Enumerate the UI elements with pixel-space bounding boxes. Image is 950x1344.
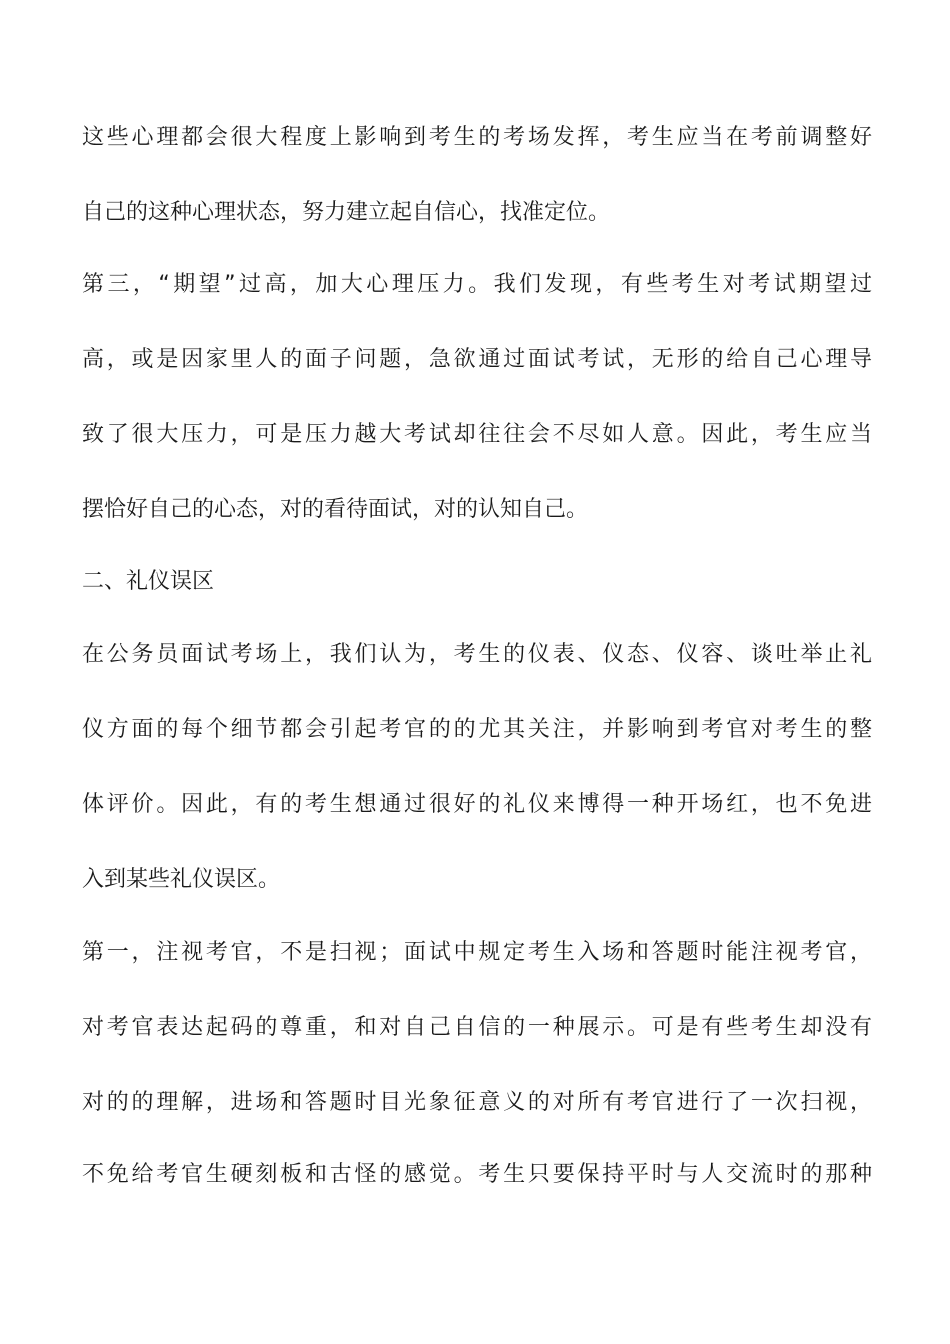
paragraph-line: 这些心理都会很大程度上影响到考生的考场发挥，考生应当在考前调整好 [82, 125, 872, 150]
paragraph-line: 高，或是因家里人的面子问题，急欲通过面试考试，无形的给自己心理导 [82, 347, 872, 372]
paragraph-line: 自己的这种心理状态，努力建立起自信心，找准定位。 [82, 200, 611, 225]
paragraph-line: 在公务员面试考场上，我们认为，考生的仪表、仪态、仪容、谈吐举止礼 [82, 642, 872, 667]
paragraph-line: 入到某些礼仪误区。 [82, 867, 281, 892]
paragraph-line: 对考官表达起码的尊重，和对自己自信的一种展示。可是有些考生却没有 [82, 1015, 872, 1040]
paragraph-line: 第一，注视考官，不是扫视；面试中规定考生入场和答题时能注视考官， [82, 940, 872, 965]
paragraph-line: 不免给考官生硬刻板和古怪的感觉。考生只要保持平时与人交流时的那种 [82, 1162, 872, 1187]
paragraph-line: 体评价。因此，有的考生想通过很好的礼仪来博得一种开场红，也不免进 [82, 792, 872, 817]
paragraph-line: 摆恰好自己的心态，对的看待面试，对的认知自己。 [82, 497, 589, 522]
paragraph-line: 仪方面的每个细节都会引起考官的的尤其关注，并影响到考官对考生的整 [82, 717, 872, 742]
paragraph-line: 致了很大压力，可是压力越大考试却往往会不尽如人意。因此，考生应当 [82, 422, 872, 447]
section-heading: 二、礼仪误区 [82, 569, 215, 594]
paragraph-line: 对的的理解，进场和答题时目光象征意义的对所有考官进行了一次扫视， [82, 1090, 872, 1115]
paragraph-line: 第三，“期望”过高，加大心理压力。我们发现，有些考生对考试期望过 [82, 272, 872, 297]
